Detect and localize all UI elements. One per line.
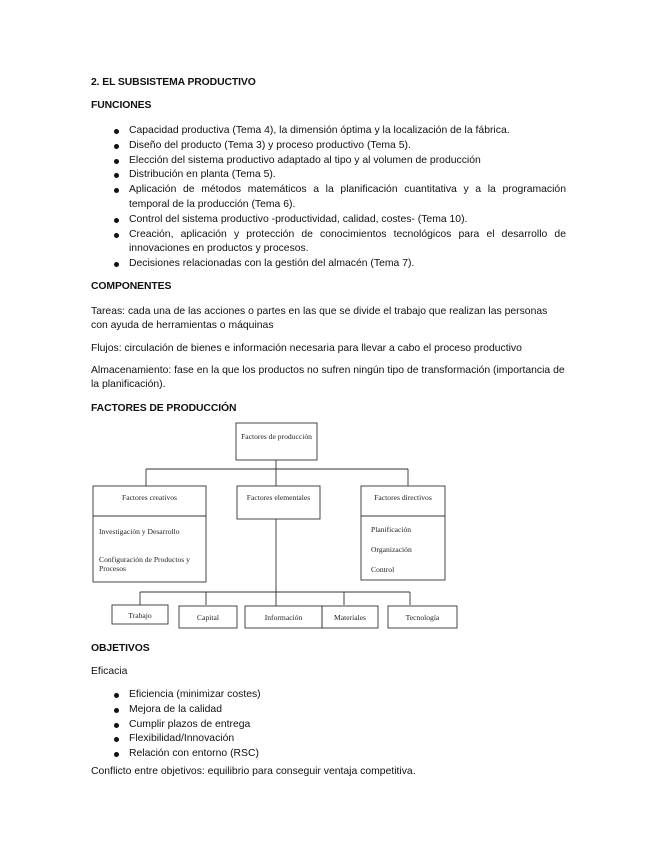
objetivos-list bbox=[91, 688, 566, 762]
bullet-icon bbox=[114, 737, 119, 742]
eficacia-label: Eficacia bbox=[91, 666, 128, 677]
list-item: Elección del sistema productivo adaptado al tipo y al volumen de producción bbox=[91, 154, 566, 169]
bottom-box-label: Trabajo bbox=[128, 611, 152, 620]
bullet-icon bbox=[114, 233, 119, 238]
bottom-box-label: Materiales bbox=[333, 613, 367, 622]
list-item: Relación con entorno (RSC) bbox=[91, 747, 566, 762]
list-item: Eficiencia (minimizar costes) bbox=[91, 688, 566, 703]
list-item: Creación, aplicación y protección de conocimientos tecnológicos para el desarrollo de innovaciones en productos y procesos. bbox=[91, 228, 566, 258]
elementales-title: Factores elementales bbox=[246, 493, 311, 502]
bullet-icon bbox=[114, 708, 119, 713]
list-item: Distribución en planta (Tema 5). bbox=[91, 168, 566, 183]
list-item: Control del sistema productivo -productividad, calidad, costes- (Tema 10). bbox=[91, 213, 566, 228]
list-item: Aplicación de métodos matemáticos a la planificación cuantitativa y a la programación temporal de la producción (Tema 6). bbox=[91, 183, 566, 213]
root-box bbox=[236, 423, 317, 460]
creativos-title: Factores creativos bbox=[121, 493, 178, 502]
bottom-box-label: Tecnología bbox=[405, 613, 440, 622]
directivos-item: Organización bbox=[371, 545, 412, 554]
bullet-icon bbox=[114, 693, 119, 698]
bullet-icon bbox=[114, 159, 119, 164]
componentes-heading: COMPONENTES bbox=[91, 281, 172, 292]
list-item: Cumplir plazos de entrega bbox=[91, 718, 566, 733]
bullet-icon bbox=[114, 129, 119, 134]
objetivos-heading: OBJETIVOS bbox=[91, 643, 150, 654]
funciones-list bbox=[91, 124, 566, 272]
bullet-icon bbox=[114, 173, 119, 178]
directivos-item: Planificación bbox=[371, 525, 412, 534]
directivos-item: Control bbox=[371, 565, 395, 574]
factores-diagram bbox=[90, 420, 460, 632]
almacenamiento-paragraph: Almacenamiento: fase en la que los productos no sufren ningún tipo de transformación (importancia de la planificación). bbox=[91, 365, 565, 390]
list-item: Diseño del producto (Tema 3) y proceso productivo (Tema 5). bbox=[91, 139, 566, 154]
bullet-icon bbox=[114, 188, 119, 193]
flujos-paragraph: Flujos: circulación de bienes e información necesaria para llevar a cabo el proceso productivo bbox=[91, 343, 522, 354]
bullet-icon bbox=[114, 144, 119, 149]
directivos-title: Factores directivos bbox=[374, 493, 432, 502]
bullet-icon bbox=[114, 218, 119, 223]
list-item: Mejora de la calidad bbox=[91, 703, 566, 718]
creativos-item: Investigación y Desarrollo bbox=[99, 527, 180, 536]
bottom-box-label: Información bbox=[264, 613, 303, 622]
list-item: Capacidad productiva (Tema 4), la dimensión óptima y la localización de la fábrica. bbox=[91, 124, 566, 139]
creativos-item: Configuración de Productos y Procesos bbox=[99, 555, 190, 573]
factores-heading: FACTORES DE PRODUCCIÓN bbox=[91, 403, 237, 414]
bullet-icon bbox=[114, 262, 119, 267]
bullet-icon bbox=[114, 723, 119, 728]
tareas-paragraph: Tareas: cada una de las acciones o partes en las que se divide el trabajo que realizan las personas con ayuda de herramientas o máquinas bbox=[91, 306, 548, 331]
conflicto-paragraph: Conflicto entre objetivos: equilibrio para conseguir ventaja competitiva. bbox=[91, 766, 416, 777]
list-item: Decisiones relacionadas con la gestión del almacén (Tema 7). bbox=[91, 257, 566, 272]
list-item: Flexibilidad/Innovación bbox=[91, 732, 566, 747]
section-title: 2. EL SUBSISTEMA PRODUCTIVO bbox=[91, 77, 256, 88]
root-label: Factores de producción bbox=[241, 432, 312, 441]
funciones-heading: FUNCIONES bbox=[91, 100, 152, 111]
bottom-box-label: Capital bbox=[197, 613, 219, 622]
bullet-icon bbox=[114, 752, 119, 757]
